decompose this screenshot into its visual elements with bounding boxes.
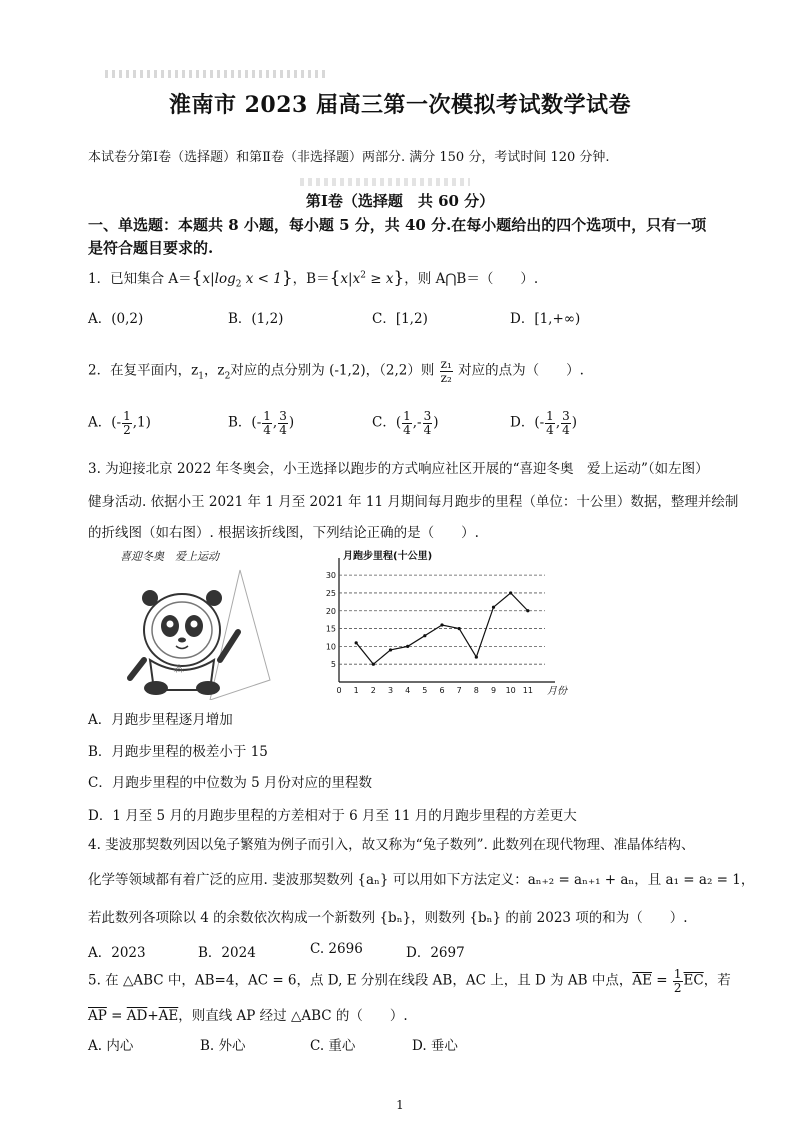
data-point <box>509 591 512 594</box>
chart-xlabel: 月份 <box>547 686 567 697</box>
part-one-heading: 第Ⅰ卷（选择题 共 60 分） <box>305 192 495 210</box>
question-3-line: 3. 为迎接北京 2022 年冬奥会，小王选择以跑步的方式响应社区开展的“喜迎冬奥 爱上运动”（如左图） <box>88 461 709 477</box>
x-tick-label: 1 <box>353 686 359 695</box>
page-number: 1 <box>396 1098 404 1112</box>
x-tick-label: 10 <box>505 686 516 695</box>
section-heading: 是符合题目要求的. <box>88 239 214 257</box>
option-d: D．(- $\frac{1}{4}$ , $\frac{3}{4}$ ) <box>510 409 578 437</box>
y-tick-label: 25 <box>325 588 336 598</box>
question-2: 2．在复平面内，$z_1$，$z_2$对应的点分别为 (-1,2)，（2,2）则 $\frac{\text{z₁}}{\text{z₂}}$ 对应的点为（ ）. <box>88 357 584 385</box>
scan-noise <box>300 178 470 186</box>
option-a: A．月跑步里程逐月增加 <box>88 712 233 728</box>
x-tick-label: 0 <box>336 686 342 695</box>
option-c: C．[1,2) <box>372 311 428 327</box>
panda-mascot-icon <box>110 560 280 700</box>
option-d: D. 垂心 <box>412 1038 458 1054</box>
x-tick-label: 6 <box>439 686 445 695</box>
data-point <box>440 623 443 626</box>
option-c: C. 重心 <box>310 1038 356 1054</box>
option-b: B．(- $\frac{1}{4}$ , $\frac{3}{4}$ ) <box>228 409 295 437</box>
x-tick-label: 11 <box>522 686 533 695</box>
scan-noise <box>105 70 325 78</box>
option-a: A．(- $\frac{1}{2}$ ,1) <box>88 409 151 437</box>
page-title: 淮南市 2023 届高三第一次模拟考试数学试卷 <box>168 92 632 118</box>
option-c: C．( $\frac{1}{4}$ ,- $\frac{3}{4}$ ) <box>372 409 439 437</box>
data-point <box>406 645 409 648</box>
question-1: 1．已知集合 $A=\{x|\log_2$ x < 1}，$B=\{x|x^2 \ge x\}$，则 A⋂B＝（ ）. <box>88 268 539 290</box>
data-point <box>355 641 358 644</box>
x-tick-label: 9 <box>490 686 497 695</box>
data-point <box>458 627 461 630</box>
svg-text:⁂: ⁂ <box>174 664 184 675</box>
line-chart-svg <box>325 548 575 698</box>
data-point <box>389 648 392 651</box>
option-a: A．2023 <box>88 945 146 961</box>
mascot-figure <box>110 548 280 698</box>
y-tick-label: 10 <box>325 642 336 652</box>
exam-intro: 本试卷分第Ⅰ卷（选择题）和第Ⅱ卷（非选择题）两部分. 满分 150 分，考试时间 120 分钟. <box>88 150 610 165</box>
y-tick-label: 15 <box>325 624 336 634</box>
option-a: A．(0,2) <box>88 311 144 327</box>
question-3-line: 健身活动. 依据小王 2021 年 1 月至 2021 年 11 月期间每月跑步的里程（单位：十公里）数据，整理并绘制 <box>88 494 739 510</box>
x-tick-label: 5 <box>422 686 428 695</box>
chart-title: 月跑步里程(十公里) <box>343 551 433 562</box>
option-c: C．月跑步里程的中位数为 5 月份对应的里程数 <box>88 775 373 791</box>
y-tick-label: 20 <box>325 606 336 616</box>
mascot-caption: 喜迎冬奥 爱上运动 <box>120 550 219 563</box>
option-a: A. 内心 <box>88 1038 134 1054</box>
option-c: C. 2696 <box>310 941 363 957</box>
y-tick-label: 30 <box>325 571 336 581</box>
data-point <box>475 655 478 658</box>
question-5-line: $\overline{AP} = \overline{AD}+\overline{AE}$，则直线 AP 经过 △ABC 的（ ）. <box>88 1008 408 1024</box>
question-3-line: 的折线图（如右图）. 根据该折线图，下列结论正确的是（ ）. <box>88 525 479 541</box>
x-tick-label: 7 <box>456 686 462 695</box>
data-point <box>526 609 529 612</box>
question-5-line: 5. 在 △ABC 中，AB=4，AC = 6，点 D, E 分别在线段 AB，AC 上，且 D 为 AB 中点，$\overline{AE}$ = $\frac{1}{2}$ $\overline{EC}$，若 <box>88 967 731 995</box>
x-tick-label: 4 <box>405 686 411 695</box>
option-d: D．[1,+∞) <box>510 311 581 327</box>
option-b: B．月跑步里程的极差小于 15 <box>88 744 268 760</box>
option-b: B．(1,2) <box>228 311 284 327</box>
question-4-line: 4. 斐波那契数列因以兔子繁殖为例子而引入，故又称为“兔子数列”. 此数列在现代物理、准晶体结构、 <box>88 837 695 853</box>
x-tick-label: 2 <box>370 686 376 695</box>
y-tick-label: 5 <box>330 660 336 670</box>
section-heading: 一、单选题：本题共 8 小题，每小题 5 分，共 40 分.在每小题给出的四个选项中，只有一项 <box>88 216 707 234</box>
question-4-line: 若此数列各项除以 4 的余数依次构成一个新数列 {bₙ}，则数列 {bₙ} 的前 2023 项的和为（ ）. <box>88 910 688 926</box>
fraction: $\frac{\text{z₁}}{\text{z₂}}$ <box>440 357 452 385</box>
option-d: D．2697 <box>406 945 465 961</box>
option-d: D．1 月至 5 月的月跑步里程的方差相对于 6 月至 11 月的月跑步里程的方差更大 <box>88 808 577 824</box>
x-tick-label: 3 <box>387 686 394 695</box>
option-b: B. 外心 <box>200 1038 246 1054</box>
data-point <box>372 663 375 666</box>
data-point <box>423 634 426 637</box>
data-point <box>492 606 495 609</box>
mileage-line-chart <box>325 548 575 698</box>
option-b: B．2024 <box>198 945 256 961</box>
x-tick-label: 8 <box>473 686 479 695</box>
question-4-line: 化学等领域都有着广泛的应用. 斐波那契数列 {aₙ} 可以用如下方法定义：aₙ₊₂ = aₙ₊₁ + aₙ，且 a₁ = a₂ = 1， <box>88 872 755 888</box>
